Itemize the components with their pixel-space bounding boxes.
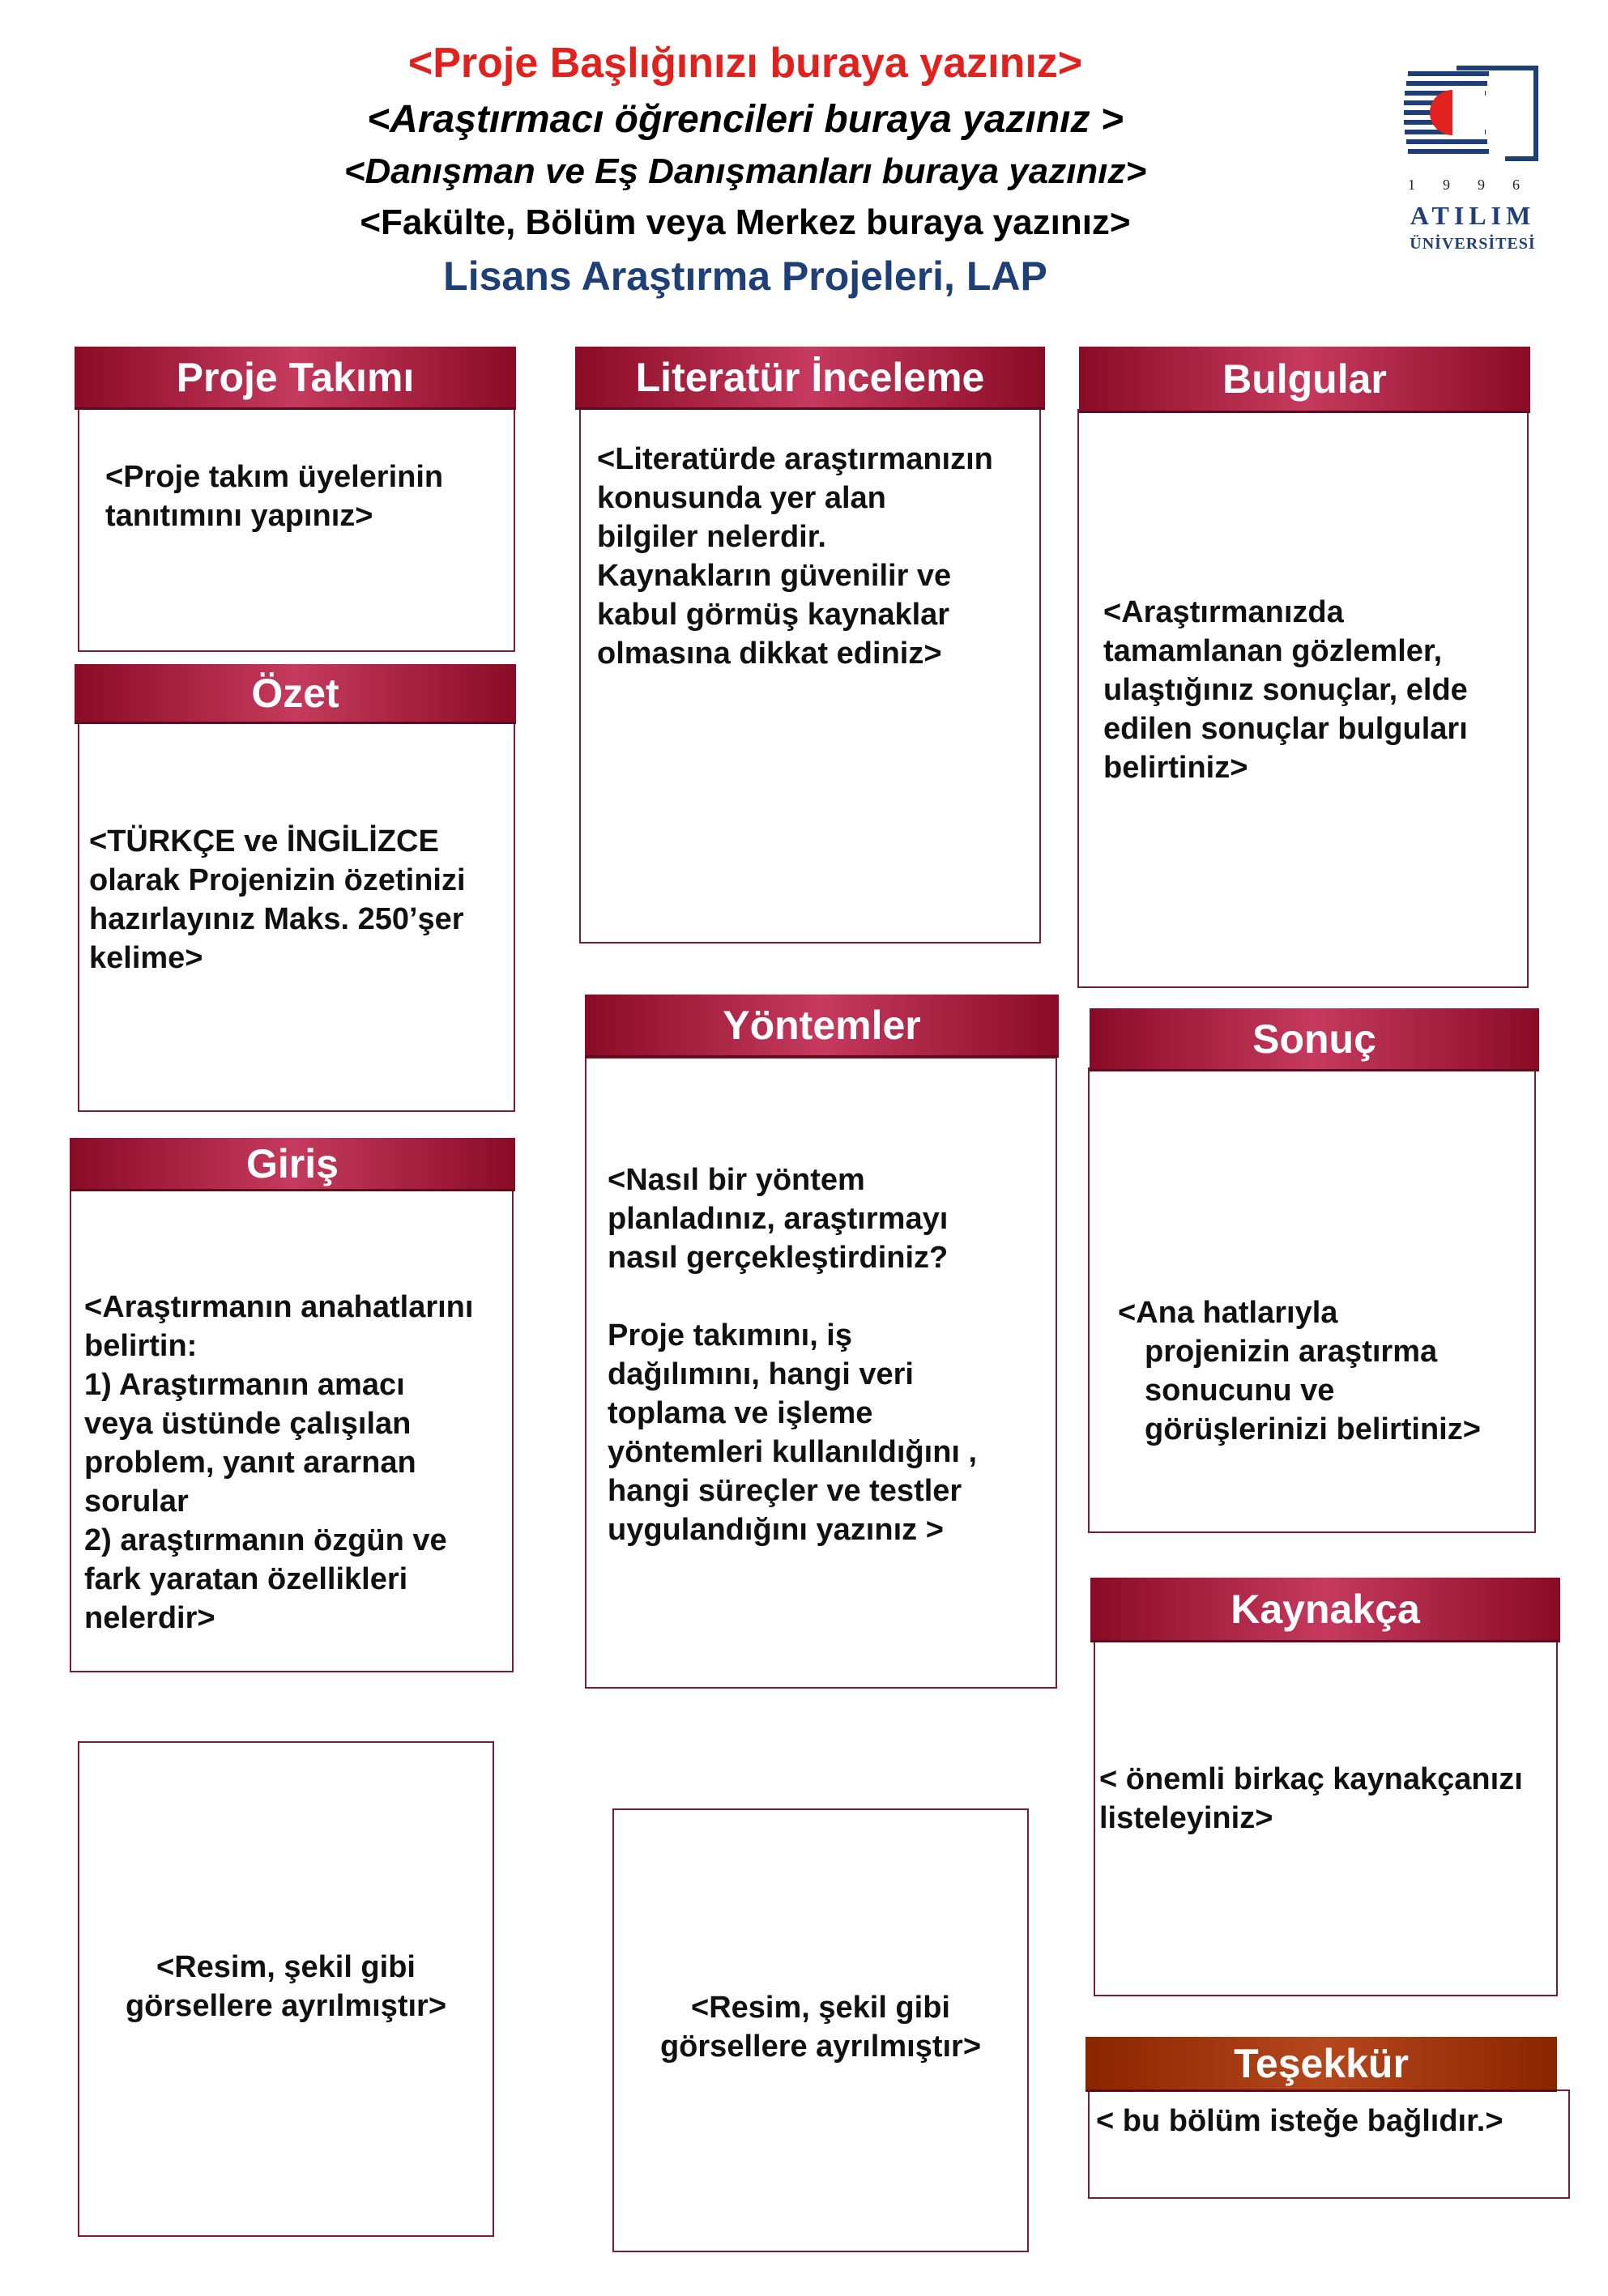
faculty-line: <Fakülte, Bölüm veya Merkez buraya yazınız> xyxy=(360,202,1131,242)
giris-header: Giriş xyxy=(70,1138,515,1191)
yontemler-header: Yöntemler xyxy=(585,995,1059,1058)
giris-text: <Araştırmanın anahatlarını belirtin: 1) Araştırmanın amacı veya üstünde çalışılan problem, yanıt ararnan sorular 2) araştırmanın özgün ve fark yaratan özellikleri nelerdir> xyxy=(84,1290,474,1635)
logo-name: ATILIM xyxy=(1410,201,1536,230)
tesekkur-header: Teşekkür xyxy=(1086,2037,1557,2092)
sonuc-header: Sonuç xyxy=(1090,1008,1539,1071)
bulgular-header: Bulgular xyxy=(1079,347,1530,413)
tesekkur-text: < bu bölüm isteğe bağlıdır.> xyxy=(1096,2104,1504,2138)
proje-takimi-text: <Proje takım üyelerinin tanıtımını yapınız> xyxy=(105,460,444,533)
advisors-line: <Danışman ve Eş Danışmanları buraya yazınız> xyxy=(343,151,1147,191)
literatur-text: <Literatürde araştırmanızın konusunda yer alan bilgiler nelerdir. Kaynakların güvenilir ve kabul görmüş kaynaklar olmasına dikkat ediniz> xyxy=(597,442,993,671)
program-line: Lisans Araştırma Projeleri, LAP xyxy=(443,253,1047,299)
image-placeholder-center-text: <Resim, şekil gibi görsellere ayrılmıştır> xyxy=(659,1991,982,2064)
ozet-header: Özet xyxy=(75,664,516,724)
sonuc-text-line1: <Ana hatlarıyla xyxy=(1118,1296,1338,1330)
yontemler-text: <Nasıl bir yöntem planladınız, araştırmayı nasıl gerçekleştirdiniz? Proje takımını, iş dağılımını, hangi veri toplama ve işleme yöntemleri kullanıldığını , hangi süreçler ve testler uygulandığını yazınız > xyxy=(608,1163,978,1547)
students-line: <Araştırmacı öğrencileri buraya yazınız > xyxy=(367,98,1124,141)
image-placeholder-left-text: <Resim, şekil gibi görsellere ayrılmıştır> xyxy=(125,1950,447,2023)
poster-title: <Proje Başlığınızı buraya yazınız> xyxy=(407,40,1083,87)
sonuc-text: projenizin araştırma sonucunu ve görüşlerinizi belirtiniz> xyxy=(1145,1335,1481,1446)
kaynakca-header: Kaynakça xyxy=(1090,1578,1560,1642)
logo-year: 1996 xyxy=(1408,177,1547,193)
bulgular-text: <Araştırmanızda tamamlanan gözlemler, ulaştığınız sonuçlar, elde edilen sonuçlar bulguları belirtiniz> xyxy=(1103,595,1468,785)
literatur-header: Literatür İnceleme xyxy=(575,347,1045,410)
kaynakca-text: < önemli birkaç kaynakçanızı listeleyiniz> xyxy=(1099,1762,1523,1835)
proje-takimi-header: Proje Takımı xyxy=(75,347,516,410)
logo-subtitle: ÜNİVERSİTESİ xyxy=(1410,235,1536,253)
ozet-text: <TÜRKÇE ve İNGİLİZCE olarak Projenizin özetinizi hazırlayınız Maks. 250’şer kelime> xyxy=(89,824,466,975)
